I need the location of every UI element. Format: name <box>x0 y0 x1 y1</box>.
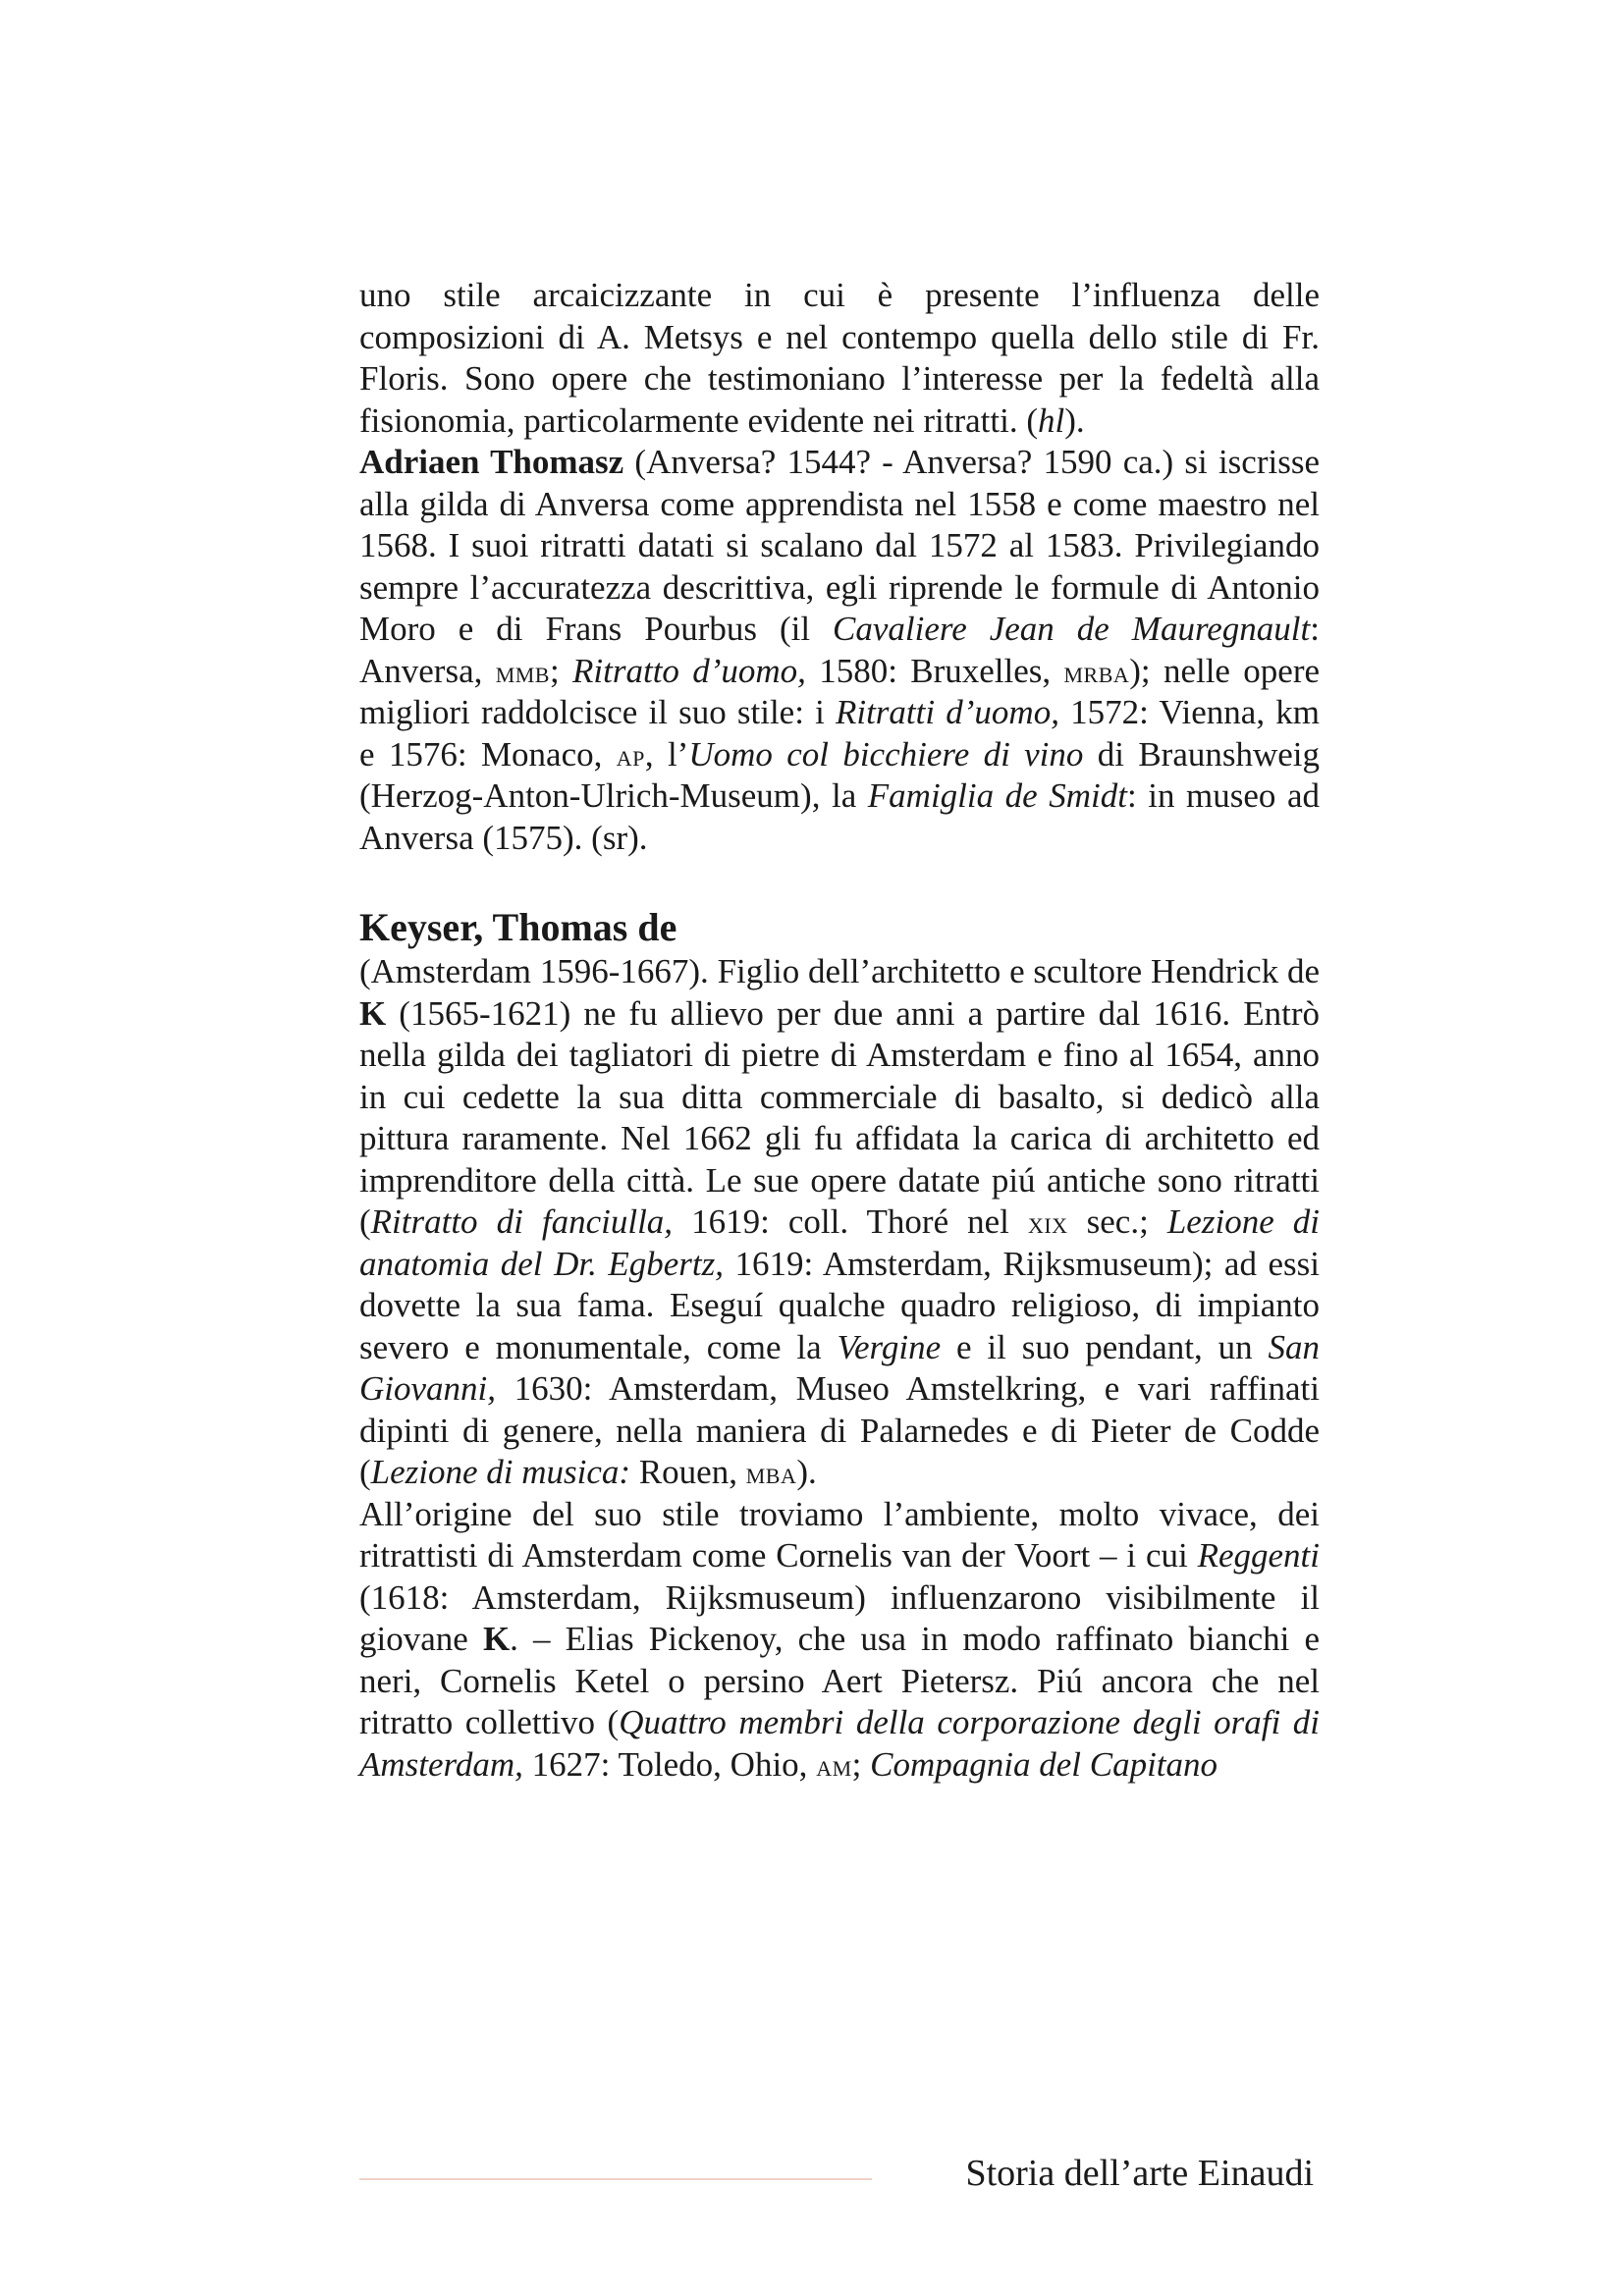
museum-abbr: ap <box>616 736 645 773</box>
text-run: , l’ <box>644 734 689 774</box>
text-run: (1618: Amsterdam, Rijksmuseum) influenzarono visibilmente il giovane <box>359 1577 1320 1658</box>
paragraph-continuation <box>359 275 1320 442</box>
text-run: Rouen, <box>630 1453 746 1491</box>
entry-initial: K <box>359 993 387 1033</box>
text-run: 1619: coll. Thoré nel <box>673 1202 1028 1241</box>
text-run: : in museo ad Anversa (1575). (sr). <box>359 776 1320 857</box>
museum-abbr: mrba <box>1063 653 1130 689</box>
text-run: All’origine del suo stile troviamo l’ambiente, molto vivace, dei ritrattisti di Amsterdam come Cornelis van der Voort – i cui <box>359 1494 1320 1575</box>
text-run: e il suo pendant, un <box>941 1327 1269 1366</box>
text-run: ; <box>851 1744 871 1784</box>
text-run: 1619: Amsterdam, Rijksmuseum); ad essi dovette la sua fama. Eseguí qualche quadro religioso, di impianto severo e monumentale, come la <box>359 1244 1320 1366</box>
work-title: Lezione di anatomia del Dr. Egbertz, <box>359 1202 1320 1283</box>
entry-name: Adriaen Thomasz <box>359 443 624 481</box>
text-run: sec.; <box>1067 1202 1167 1241</box>
work-title: Ritratti d’uomo, <box>835 693 1059 731</box>
work-title: Quattro membri della corporazione degli orafi di Amsterdam, <box>359 1703 1320 1784</box>
paragraph-keyser-bio <box>359 951 1320 1494</box>
work-title: Compagnia del Capitano <box>870 1744 1218 1784</box>
museum-abbr: am <box>816 1746 852 1783</box>
text-run: ; <box>549 651 573 690</box>
text-run: 1630: Amsterdam, Museo Amstelkring, e vari raffinati dipinti di genere, nella maniera di Palarnedes e di Pieter de Codde ( <box>359 1369 1320 1491</box>
work-title: Vergine <box>837 1327 942 1366</box>
text-run: . – Elias Pickenoy, che usa in modo raffinato bianchi e neri, Cornelis Ketel o persino Aert Pietersz. Piú ancora che nel ritratto collettivo ( <box>359 1620 1321 1741</box>
text-run: ). <box>1064 400 1085 440</box>
work-title: Lezione di musica: <box>370 1453 631 1491</box>
work-title: Ritratto d’uomo, <box>572 651 806 690</box>
text-run: (Amsterdam 1596-1667). Figlio dell’architetto e scultore Hendrick de <box>359 952 1320 990</box>
work-title: Famiglia de Smidt <box>867 776 1127 815</box>
paragraph-adriaen-thomasz <box>359 442 1320 859</box>
work-title: Reggenti <box>1197 1536 1320 1575</box>
entry-initial: K <box>482 1620 511 1658</box>
work-title: San Giovanni, <box>359 1327 1320 1408</box>
work-title: Ritratto di fanciulla, <box>370 1202 674 1241</box>
paragraph-keyser-style <box>359 1494 1320 1787</box>
footer-title: Storia dell’arte Einaudi <box>965 2153 1314 2194</box>
work-title: Cavaliere Jean de Mauregnault <box>833 610 1311 648</box>
entry-heading: Keyser, Thomas de <box>359 905 677 949</box>
text-run: ). <box>796 1453 817 1491</box>
text-run: 1627: Toledo, Ohio, <box>522 1744 817 1784</box>
text-run: uno stile arcaicizzante in cui è presente l’influenza delle composizioni di A. Metsys e nel contempo quella dello stile di Fr. Floris. Sono opere che testimoniano l’interesse per la fedeltà alla fisionomia, particolarmente evidente nei ritratti. ( <box>359 276 1320 440</box>
text-run: (1565-1621) ne fu allievo per due anni a partire dal 1616. Entrò nella gilda dei tagliatori di pietre di Amsterdam e fino al 1654, anno in cui cedette la sua ditta commerciale di basalto, si dedicò alla pittura raramente. Nel 1662 gli fu affidata la carica di architetto ed imprenditore della città. Le sue opere datate piú antiche sono ritratti ( <box>359 993 1320 1241</box>
museum-abbr: mmb <box>495 653 550 689</box>
text-run: (Anversa? 1544? - Anversa? 1590 ca.) si iscrisse alla gilda di Anversa come apprendista nel 1558 e come maestro nel 1568. I suoi ritratti datati si scalano dal 1572 al 1583. Privilegiando sempre l’accuratezza descrittiva, egli riprende le formule di Antonio Moro e di Frans Pourbus (il <box>359 443 1320 648</box>
text-run: 1572: Vienna, km e 1576: Monaco, <box>359 693 1320 774</box>
museum-abbr: mba <box>745 1455 797 1490</box>
text-run: ); nelle opere migliori raddolcisce il suo stile: i <box>359 651 1321 731</box>
author-initials: hl <box>1038 400 1065 440</box>
century-numeral: xix <box>1027 1204 1068 1240</box>
page-body <box>359 275 1320 1786</box>
text-run: : Anversa, <box>359 610 1320 690</box>
work-title: Uomo col bicchiere di vino <box>688 734 1084 774</box>
text-run: di Braunshweig (Herzog-Anton-Ulrich-Museum), la <box>359 734 1321 815</box>
footer-rule <box>359 2178 872 2180</box>
text-run: 1580: Bruxelles, <box>805 651 1064 690</box>
